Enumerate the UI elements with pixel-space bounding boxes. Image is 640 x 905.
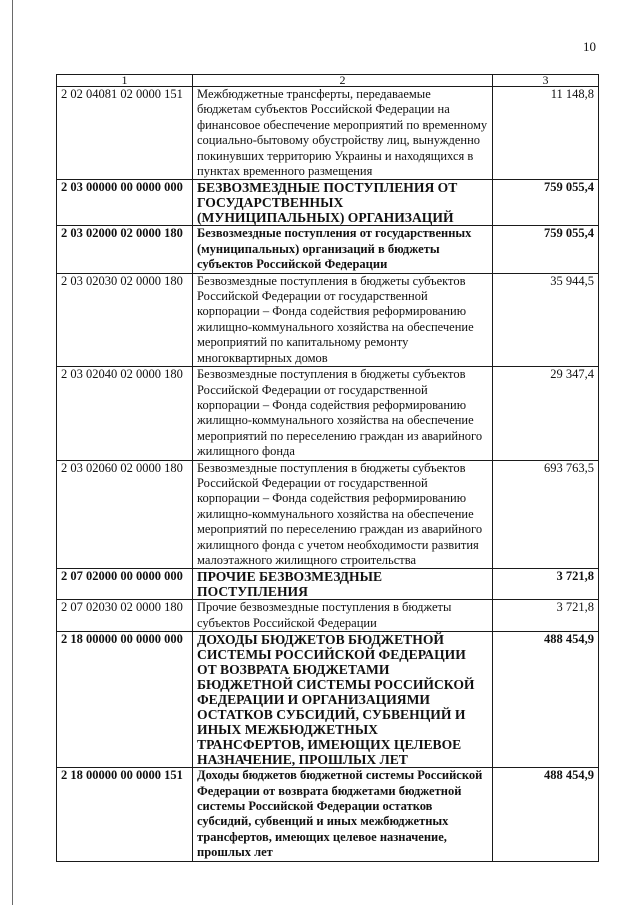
budget-code: 2 03 02040 02 0000 180 [57,367,193,460]
revenue-name: Безвозмездные поступления в бюджеты субъектов Российской Федерации от государственной корпорации – Фонда содействия реформированию жилищно-коммунального хозяйства на обеспечение мероприятий по переселению граждан из аварийного жилищного фонда с учетом необходимости развития малоэтажного жилищного строительства [193,460,493,569]
revenue-name: ДОХОДЫ БЮДЖЕТОВ БЮДЖЕТНОЙ СИСТЕМЫ РОССИЙСКОЙ ФЕДЕРАЦИИ ОТ ВОЗВРАТА БЮДЖЕТАМИ БЮДЖЕТНОЙ СИСТЕМЫ РОССИЙСКОЙ ФЕДЕРАЦИИ И ОРГАНИЗАЦИЯМИ ОСТАТКОВ СУБСИДИЙ, СУБВЕНЦИЙ И ИНЫХ МЕЖБЮДЖЕТНЫХ ТРАНСФЕРТОВ, ИМЕЮЩИХ ЦЕЛЕВОЕ НАЗНАЧЕНИЕ, ПРОШЛЫХ ЛЕТ [193,632,493,768]
revenue-name: Безвозмездные поступления в бюджеты субъектов Российской Федерации от государственной корпорации – Фонда содействия реформированию жилищно-коммунального хозяйства на обеспечение мероприятий по капитальному ремонту многоквартирных домов [193,273,493,366]
table-row [57,460,599,569]
revenue-name: Доходы бюджетов бюджетной системы Российской Федерации от возврата бюджетами бюджетной системы Российской Федерации остатков субсидий, субвенций и иных межбюджетных трансфертов, имеющих целевое назначение, прошлых лет [193,768,493,861]
budget-code: 2 03 02030 02 0000 180 [57,273,193,366]
column-number-row [57,75,599,87]
column-number-name: 2 [193,75,493,87]
page-number: 10 [583,39,596,54]
column-number-amount: 3 [493,75,599,87]
scan-left-edge [12,0,13,905]
table-row [57,632,599,768]
amount-value: 3 721,8 [493,600,599,632]
amount-value: 488 454,9 [493,768,599,861]
budget-code: 2 18 00000 00 0000 000 [57,632,193,768]
table-row [57,768,599,861]
budget-code: 2 03 00000 00 0000 000 [57,180,193,226]
budget-revenue-table [56,74,599,862]
revenue-name: ПРОЧИЕ БЕЗВОЗМЕЗДНЫЕ ПОСТУПЛЕНИЯ [193,569,493,600]
table-row [57,569,599,600]
budget-code: 2 03 02000 02 0000 180 [57,226,193,273]
table-row [57,367,599,460]
budget-code: 2 07 02000 00 0000 000 [57,569,193,600]
amount-value: 759 055,4 [493,226,599,273]
revenue-name: Межбюджетные трансферты, передаваемые бюджетам субъектов Российской Федерации на финансовое обеспечение мероприятий по временному социально-бытовому обустройству лиц, вынужденно покинувших территорию Украины и находящихся в пунктах временного размещения [193,87,493,180]
amount-value: 11 148,8 [493,87,599,180]
revenue-name: Безвозмездные поступления в бюджеты субъектов Российской Федерации от государственной корпорации – Фонда содействия реформированию жилищно-коммунального хозяйства на обеспечение мероприятий по переселению граждан из аварийного жилищного фонда [193,367,493,460]
budget-code: 2 18 00000 00 0000 151 [57,768,193,861]
budget-code: 2 07 02030 02 0000 180 [57,600,193,632]
table-body [57,75,599,862]
table-row [57,273,599,366]
amount-value: 3 721,8 [493,569,599,600]
table-row [57,226,599,273]
budget-code: 2 02 04081 02 0000 151 [57,87,193,180]
table-row [57,600,599,632]
column-number-code: 1 [57,75,193,87]
amount-value: 35 944,5 [493,273,599,366]
amount-value: 488 454,9 [493,632,599,768]
revenue-name: Безвозмездные поступления от государственных (муниципальных) организаций в бюджеты субъектов Российской Федерации [193,226,493,273]
revenue-name: БЕЗВОЗМЕЗДНЫЕ ПОСТУПЛЕНИЯ ОТ ГОСУДАРСТВЕННЫХ (МУНИЦИПАЛЬНЫХ) ОРГАНИЗАЦИЙ [193,180,493,226]
amount-value: 29 347,4 [493,367,599,460]
amount-value: 759 055,4 [493,180,599,226]
budget-code: 2 03 02060 02 0000 180 [57,460,193,569]
table-row [57,87,599,180]
table-row [57,180,599,226]
revenue-name: Прочие безвозмездные поступления в бюджеты субъектов Российской Федерации [193,600,493,632]
amount-value: 693 763,5 [493,460,599,569]
